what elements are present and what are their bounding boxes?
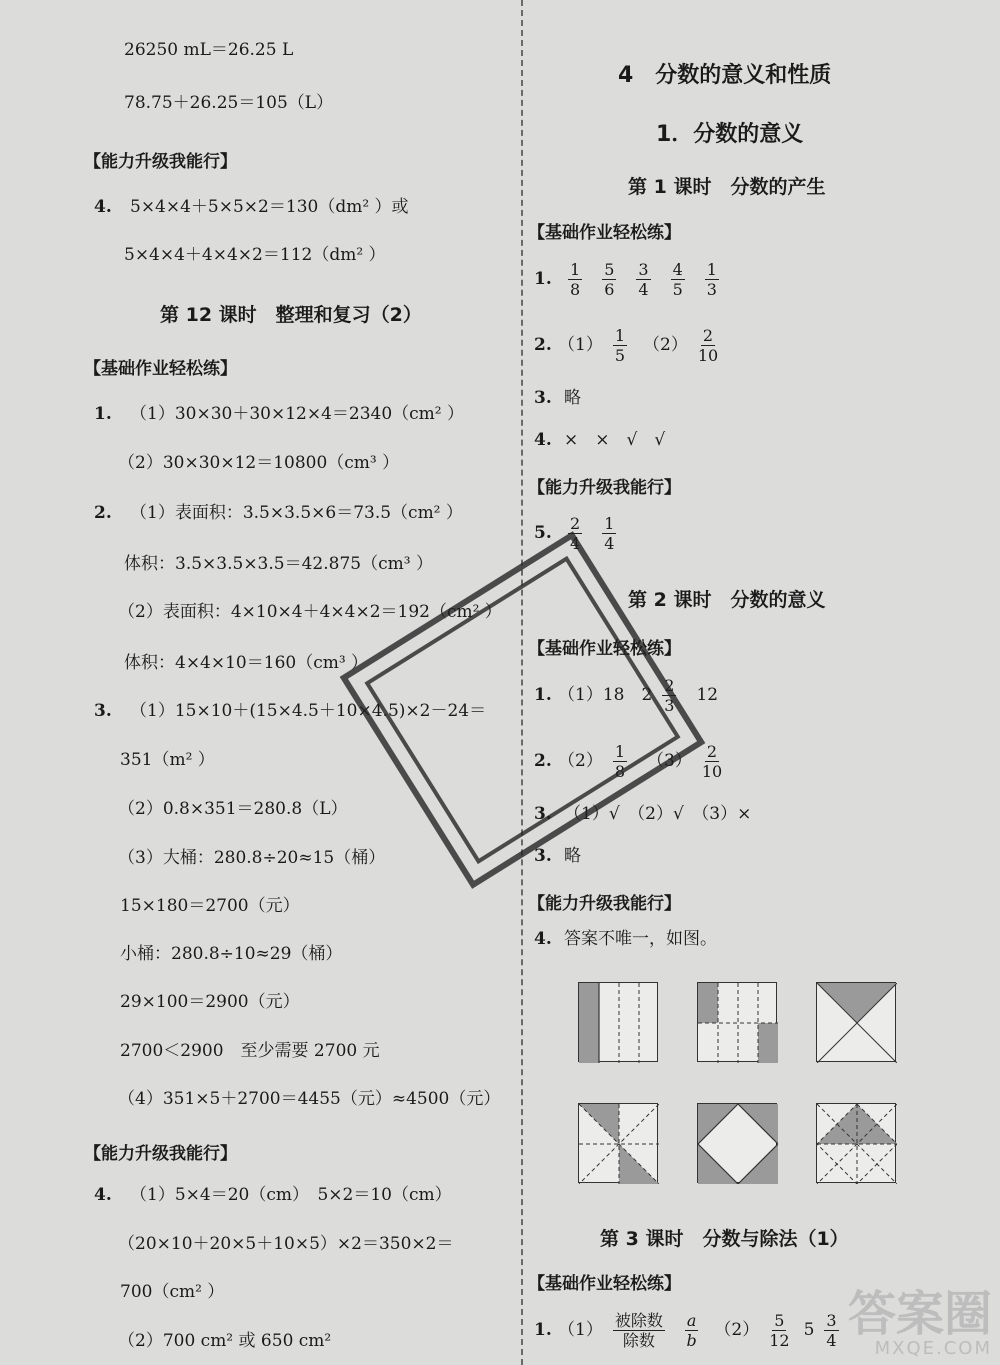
answer-line: 2700＜2900 至少需要 2700 元	[120, 1041, 380, 1061]
answer-line: 5. $\frac{2}{4}$ $\frac{1}{4}$	[534, 514, 615, 554]
answer-line: 4. （1）5×4＝20（cm） 5×2＝10（cm）	[94, 1185, 452, 1205]
fraction: $\frac{\text{被除数}}{\text{除数}}$	[614, 1311, 663, 1351]
fraction: $\frac{1}{8}$	[614, 742, 626, 782]
fraction: $\frac{2}{4}$	[570, 514, 581, 554]
answer-line: （2）表面积：4×10×4＋4×4×2＝192（cm² ）	[118, 602, 502, 622]
lesson-title: 第 12 课时 整理和复习（2）	[160, 304, 422, 326]
fraction-figure-3	[816, 982, 896, 1062]
answer-line: 29×100＝2900（元）	[120, 992, 300, 1012]
answer-line: （3）大桶：280.8÷20≈15（桶）	[118, 848, 386, 868]
text-line: 26250 mL＝26.25 L	[124, 40, 294, 60]
answer-line: 1. （1） $\frac{\text{被除数}}{\text{除数}}$ $\frac{a}{b}$ （2） $\frac{5}{12}$ 5 $\frac{3}{4}$	[534, 1311, 837, 1351]
lesson-title: 第 3 课时 分数与除法（1）	[600, 1228, 849, 1250]
answer-line: 4. 5×4×4＋5×5×2＝130（dm² ）或	[94, 197, 409, 217]
fraction: $\frac{5}{12}$	[769, 1311, 790, 1351]
fraction: $\frac{1}{3}$	[706, 260, 717, 300]
answer-line: 3. 略	[534, 388, 581, 408]
answer-line: 体积：3.5×3.5×3.5＝42.875（cm³ ）	[124, 554, 433, 574]
answer-line: 700（cm² ）	[120, 1282, 225, 1302]
fraction: $\frac{1}{4}$	[604, 514, 615, 554]
answer-line: 3. （1）15×10＋(15×4.5＋10×4.5)×2－24＝	[94, 701, 487, 721]
answer-line: （2）30×30×12＝10800（cm³ ）	[118, 453, 400, 473]
section-heading: 【基础作业轻松练】	[528, 223, 681, 243]
fraction-figure-6	[816, 1103, 896, 1183]
fraction-figure-5	[697, 1103, 777, 1183]
answer-line: 15×180＝2700（元）	[120, 896, 300, 916]
section-heading: 【能力升级我能行】	[84, 152, 237, 172]
fraction: $\frac{a}{b}$	[686, 1311, 697, 1351]
section-heading: 【能力升级我能行】	[528, 478, 681, 498]
section-heading: 【基础作业轻松练】	[84, 359, 237, 379]
section-heading: 【基础作业轻松练】	[528, 639, 681, 659]
fraction-figure-1	[578, 982, 658, 1062]
fraction-figure-4	[578, 1103, 658, 1183]
fraction: $\frac{2}{10}$	[701, 742, 723, 782]
section-heading: 【能力升级我能行】	[528, 894, 681, 914]
answer-line: 3. （1）√ （2）√ （3）×	[534, 804, 752, 824]
answer-line: 1. $\frac{1}{8}$ $\frac{5}{6}$ $\frac{3}{4}$ $\frac{4}{5}$ $\frac{1}{3}$	[534, 260, 717, 300]
section-heading: 【基础作业轻松练】	[528, 1274, 681, 1294]
text-line: 78.75＋26.25＝105（L）	[124, 93, 334, 113]
answer-line: （2）700 cm² 或 650 cm²	[118, 1331, 332, 1351]
fraction: $\frac{3}{4}$	[826, 1311, 837, 1351]
section-title: 1．分数的意义	[656, 122, 804, 147]
answer-line: 1. （1）18 2 $\frac{2}{3}$ 12	[534, 676, 719, 716]
answer-line: 2. （1）表面积：3.5×3.5×6＝73.5（cm² ）	[94, 503, 463, 523]
fraction: $\frac{2}{3}$	[664, 676, 675, 716]
fraction-figure-2	[697, 982, 777, 1062]
fraction: $\frac{2}{10}$	[697, 326, 719, 366]
answer-line: 小桶：280.8÷10≈29（桶）	[120, 944, 343, 964]
answer-line: 4. 答案不唯一，如图。	[534, 929, 717, 949]
fraction: $\frac{1}{5}$	[614, 326, 626, 366]
answer-line: 351（m² ）	[120, 750, 215, 770]
fraction: $\frac{4}{5}$	[672, 260, 683, 300]
answer-line: 3. 略	[534, 846, 581, 866]
fraction: $\frac{5}{6}$	[604, 260, 615, 300]
watermark-logo: 答案圈 MXQE.COM	[847, 1286, 992, 1359]
fraction: $\frac{1}{8}$	[570, 260, 581, 300]
fraction: $\frac{3}{4}$	[638, 260, 649, 300]
section-heading: 【能力升级我能行】	[84, 1144, 237, 1164]
lesson-title: 第 1 课时 分数的产生	[628, 176, 826, 198]
answer-line: 2. （2） $\frac{1}{8}$ （3） $\frac{2}{10}$	[534, 742, 723, 782]
answer-line: （20×10＋20×5＋10×5）×2＝350×2＝	[118, 1234, 454, 1254]
answer-line: 体积：4×4×10＝160（cm³ ）	[124, 653, 369, 673]
answer-line: 2. （1） $\frac{1}{5}$ （2） $\frac{2}{10}$	[534, 326, 719, 366]
answer-line: 5×4×4＋4×4×2＝112（dm² ）	[124, 245, 386, 265]
answer-line: （4）351×5＋2700＝4455（元）≈4500（元）	[118, 1089, 501, 1109]
unit-title: 4 分数的意义和性质	[618, 63, 832, 88]
lesson-title: 第 2 课时 分数的意义	[628, 589, 826, 611]
answer-line: 4. × × √ √	[534, 430, 666, 450]
answer-line: （2）0.8×351＝280.8（L）	[118, 799, 348, 819]
answer-line: 1. （1）30×30＋30×12×4＝2340（cm² ）	[94, 404, 465, 424]
